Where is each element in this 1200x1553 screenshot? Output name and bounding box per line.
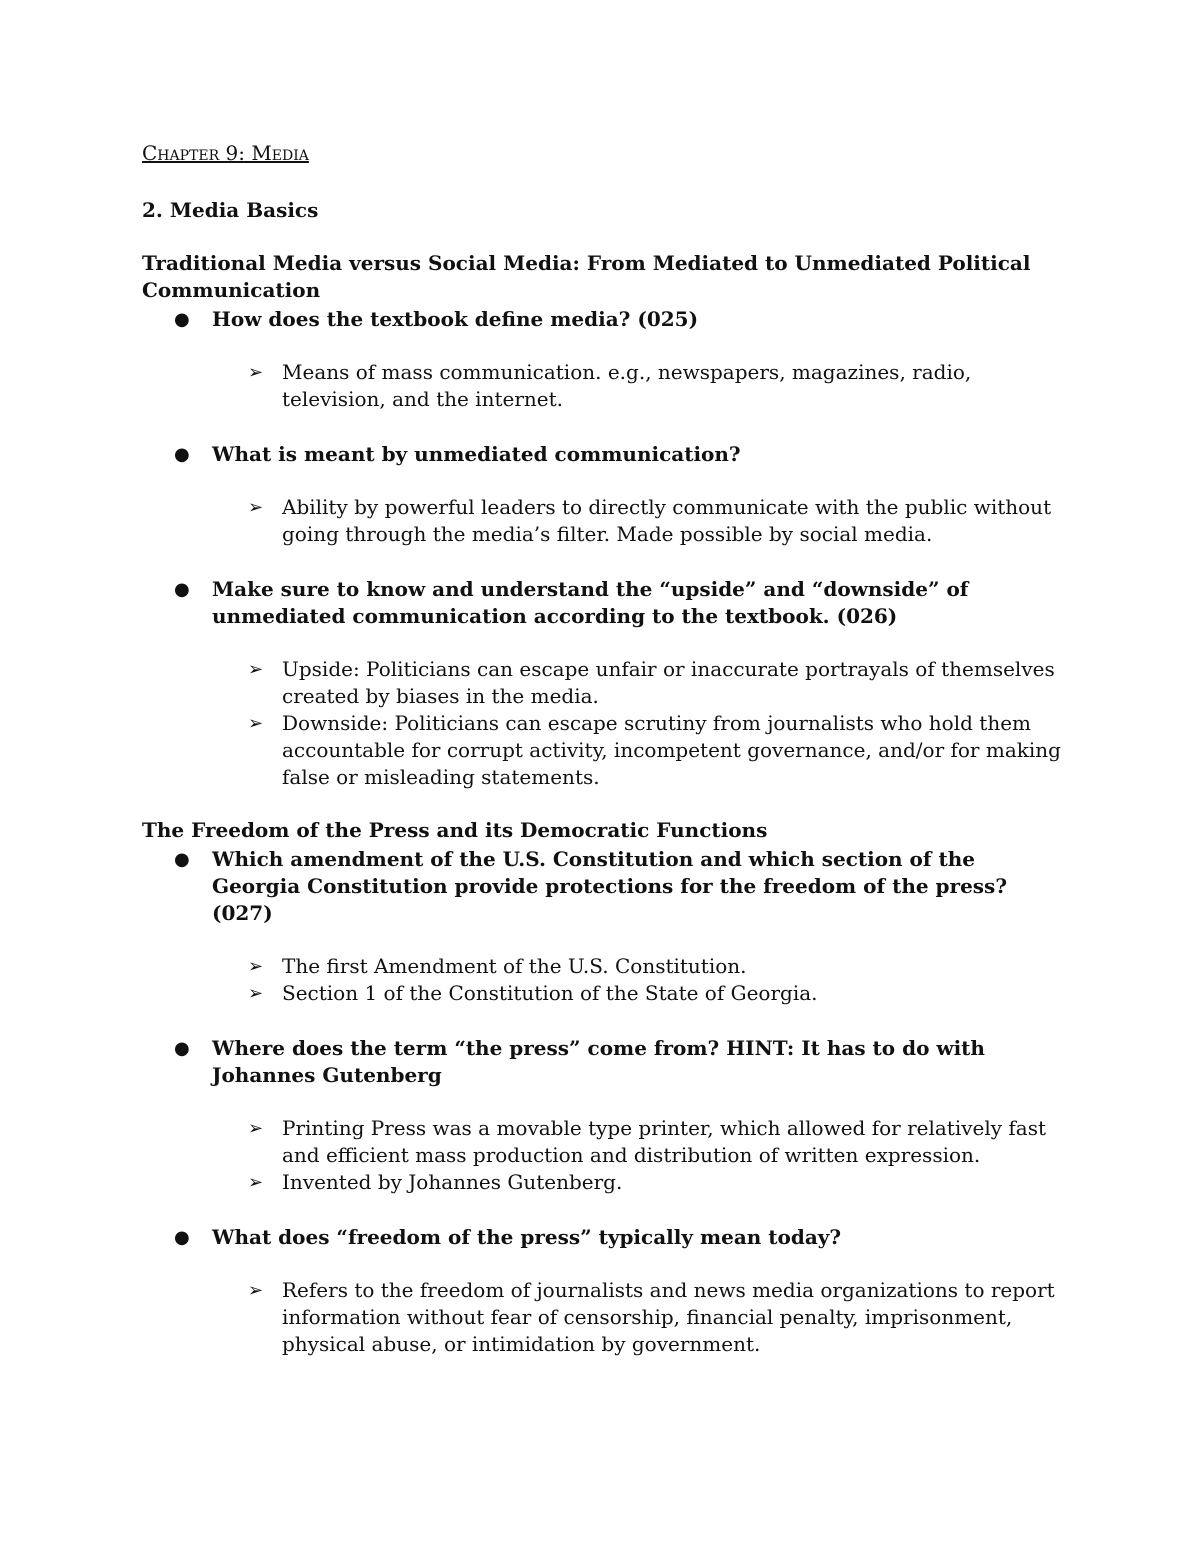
- question-upside-downside: [142, 576, 1062, 630]
- answer-item: [142, 1277, 1062, 1358]
- answer-item: [142, 980, 1062, 1007]
- answer-group: [142, 359, 1062, 413]
- question-text: What does “freedom of the press” typically mean today?: [212, 1225, 842, 1249]
- question-define-media: [142, 306, 1062, 333]
- answer-text: Invented by Johannes Gutenberg.: [282, 1170, 623, 1194]
- answer-item: [142, 494, 1062, 548]
- arrow-bullet-icon: ➢: [248, 956, 264, 977]
- bullet-icon: ●: [174, 1038, 190, 1059]
- question-freedom-of-press-today: [142, 1224, 1062, 1251]
- answer-group: [142, 1277, 1062, 1358]
- answer-item: [142, 656, 1062, 710]
- chapter-heading: Chapter 9: Media: [142, 141, 309, 165]
- arrow-bullet-icon: ➢: [248, 1118, 264, 1139]
- answer-text: Refers to the freedom of journalists and news media organizations to report information without fear of censorship, financial penalty, imprisonment, physical abuse, or intimidation by government.: [282, 1278, 1055, 1356]
- arrow-bullet-icon: ➢: [248, 983, 264, 1004]
- question-text: What is meant by unmediated communication?: [212, 442, 741, 466]
- answer-text: Upside: Politicians can escape unfair or inaccurate portrayals of themselves created by biases in the media.: [282, 657, 1055, 708]
- question-text: Where does the term “the press” come from? HINT: It has to do with Johannes Gutenberg: [212, 1036, 985, 1087]
- arrow-bullet-icon: ➢: [248, 1172, 264, 1193]
- bullet-icon: ●: [174, 444, 190, 465]
- arrow-bullet-icon: ➢: [248, 362, 264, 383]
- section-heading: 2. Media Basics: [142, 198, 319, 222]
- arrow-bullet-icon: ➢: [248, 659, 264, 680]
- question-text: Make sure to know and understand the “upside” and “downside” of unmediated communication according to the textbook. (026): [212, 577, 969, 628]
- answer-item: [142, 710, 1062, 791]
- question-term-the-press: [142, 1035, 1062, 1089]
- answer-text: Section 1 of the Constitution of the State of Georgia.: [282, 981, 818, 1005]
- question-text: Which amendment of the U.S. Constitution and which section of the Georgia Constitution provide protections for the freedom of the press? (027): [212, 847, 1008, 925]
- bullet-icon: ●: [174, 849, 190, 870]
- answer-group: [142, 953, 1062, 1007]
- answer-text: The first Amendment of the U.S. Constitution.: [282, 954, 747, 978]
- document-page: [142, 140, 1062, 1386]
- question-unmediated-communication: [142, 441, 1062, 468]
- bullet-icon: ●: [174, 1227, 190, 1248]
- answer-item: [142, 1169, 1062, 1196]
- answer-group: [142, 1115, 1062, 1196]
- arrow-bullet-icon: ➢: [248, 497, 264, 518]
- question-text: How does the textbook define media? (025): [212, 307, 699, 331]
- answer-item: [142, 1115, 1062, 1169]
- answer-item: [142, 953, 1062, 980]
- answer-item: [142, 359, 1062, 413]
- arrow-bullet-icon: ➢: [248, 1280, 264, 1301]
- bullet-icon: ●: [174, 579, 190, 600]
- question-amendment-and-section: [142, 846, 1062, 927]
- answer-text: Downside: Politicians can escape scrutiny from journalists who hold them accountable for corrupt activity, incompetent governance, and/or for making false or misleading statements.: [282, 711, 1061, 789]
- answer-group: [142, 656, 1062, 791]
- subsection-heading-freedom-of-press: The Freedom of the Press and its Democratic Functions: [142, 818, 768, 842]
- answer-text: Printing Press was a movable type printer, which allowed for relatively fast and efficient mass production and distribution of written expression.: [282, 1116, 1047, 1167]
- answer-group: [142, 494, 1062, 548]
- subsection-heading-traditional-vs-social: Traditional Media versus Social Media: From Mediated to Unmediated Political Communication: [142, 251, 1031, 302]
- answer-text: Ability by powerful leaders to directly communicate with the public without going through the media’s filter. Made possible by social media.: [282, 495, 1052, 546]
- answer-text: Means of mass communication. e.g., newspapers, magazines, radio, television, and the internet.: [282, 360, 972, 411]
- bullet-icon: ●: [174, 309, 190, 330]
- arrow-bullet-icon: ➢: [248, 713, 264, 734]
